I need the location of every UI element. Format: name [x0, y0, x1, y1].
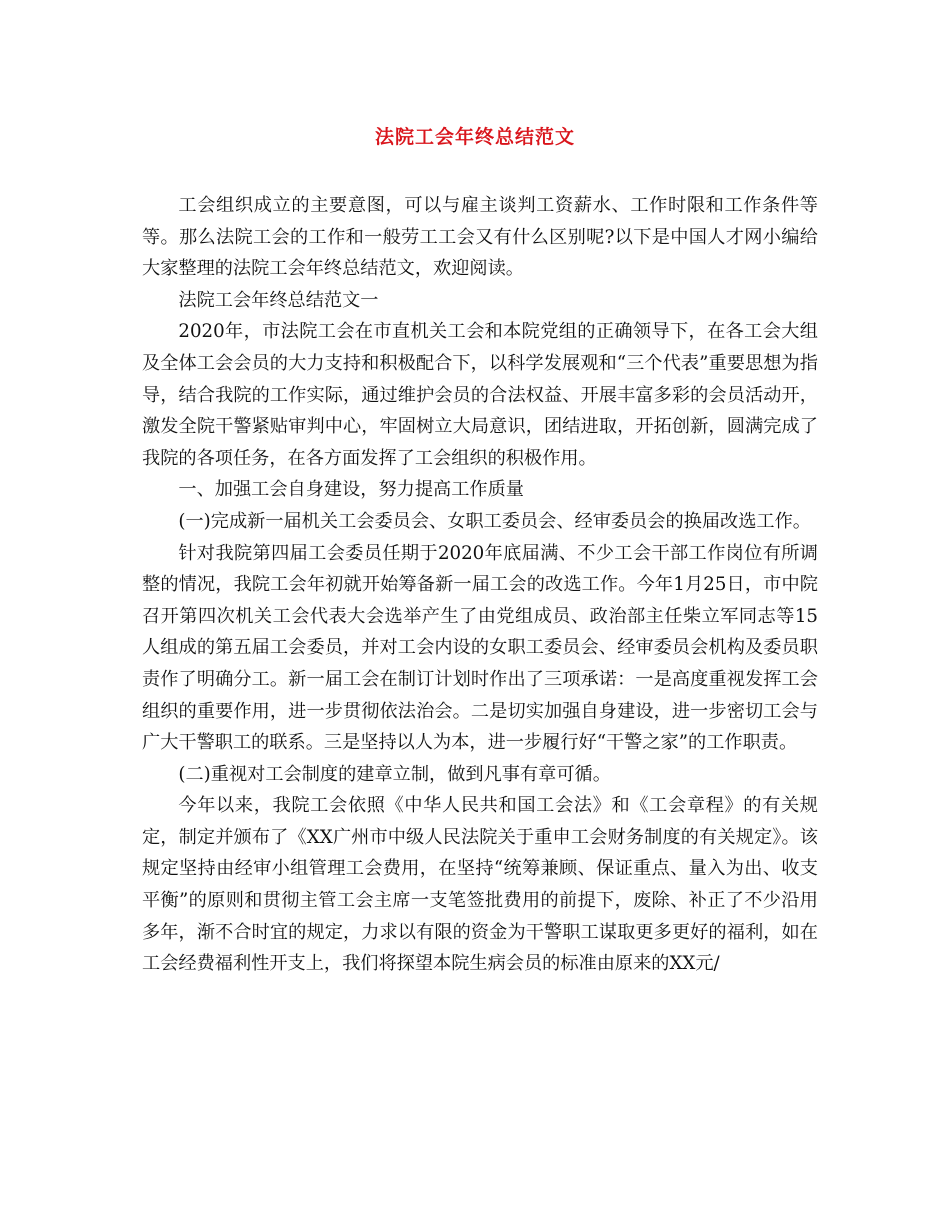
document-title: 法院工会年终总结范文: [374, 126, 575, 148]
paragraph-intro: 工会组织成立的主要意图，可以与雇主谈判工资薪水、工作时限和工作条件等等。那么法院工会的工作和一般劳工工会又有什么区别呢?以下是中国人才网小编给大家整理的法院工会年终总结范文，欢迎阅读。: [142, 195, 818, 280]
paragraph-election: 针对我院第四届工会委员任期于2020年底届满、不少工会干部工作岗位有所调整的情况，我院工会年初就开始筹备新一届工会的改选工作。今年1月25日，市中院召开第四次机关工会代表大会选举产生了由党组成员、政治部主任柴立军同志等15人组成的第五届工会委员，并对工会内设的女职工委员会、经审委员会机构及委员职责作了明确分工。新一届工会在制订计划时作出了三项承诺：一是高度重视发挥工会组织的重要作用，进一步贯彻依法治会。二是切实加强自身建设，进一步密切工会与广大干警职工的联系。三是坚持以人为本，进一步履行好“干警之家”的工作职责。: [142, 542, 818, 754]
paragraph-summary: 2020年，市法院工会在市直机关工会和本院党组的正确领导下，在各工会大组及全体工会会员的大力支持和积极配合下，以科学发展观和“三个代表”重要思想为指导，结合我院的工作实际，通过维护会员的合法权益、开展丰富多彩的会员活动开，激发全院干警紧贴审判中心，牢固树立大局意识，团结进取，开拓创新，圆满完成了我院的各项任务，在各方面发挥了工会组织的积极作用。: [142, 321, 818, 469]
paragraph-subtitle: 法院工会年终总结范文一: [178, 289, 379, 311]
section-heading-1: 一、加强工会自身建设，努力提高工作质量: [178, 479, 524, 501]
subsection-heading-1: (一)完成新一届机关工会委员会、女职工委员会、经审委员会的换届改选工作。: [178, 510, 811, 532]
document-body: [142, 190, 818, 980]
paragraph-regulations: 今年以来，我院工会依照《中华人民共和国工会法》和《工会章程》的有关规定，制定并颁布了《XX广州市中级人民法院关于重申工会财务制度的有关规定》。该规定坚持由经审小组管理工会费用，在坚持“统筹兼顾、保证重点、量入为出、收支平衡”的原则和贯彻主管工会主席一支笔签批费用的前提下，废除、补正了不少沿用多年，渐不合时宜的规定，力求以有限的资金为干警职工谋取更多更好的福利，如在工会经费福利性开支上，我们将探望本院生病会员的标准由原来的XX元/: [142, 795, 818, 975]
subsection-heading-2: (二)重视对工会制度的建章立制，做到凡事有章可循。: [178, 763, 611, 785]
